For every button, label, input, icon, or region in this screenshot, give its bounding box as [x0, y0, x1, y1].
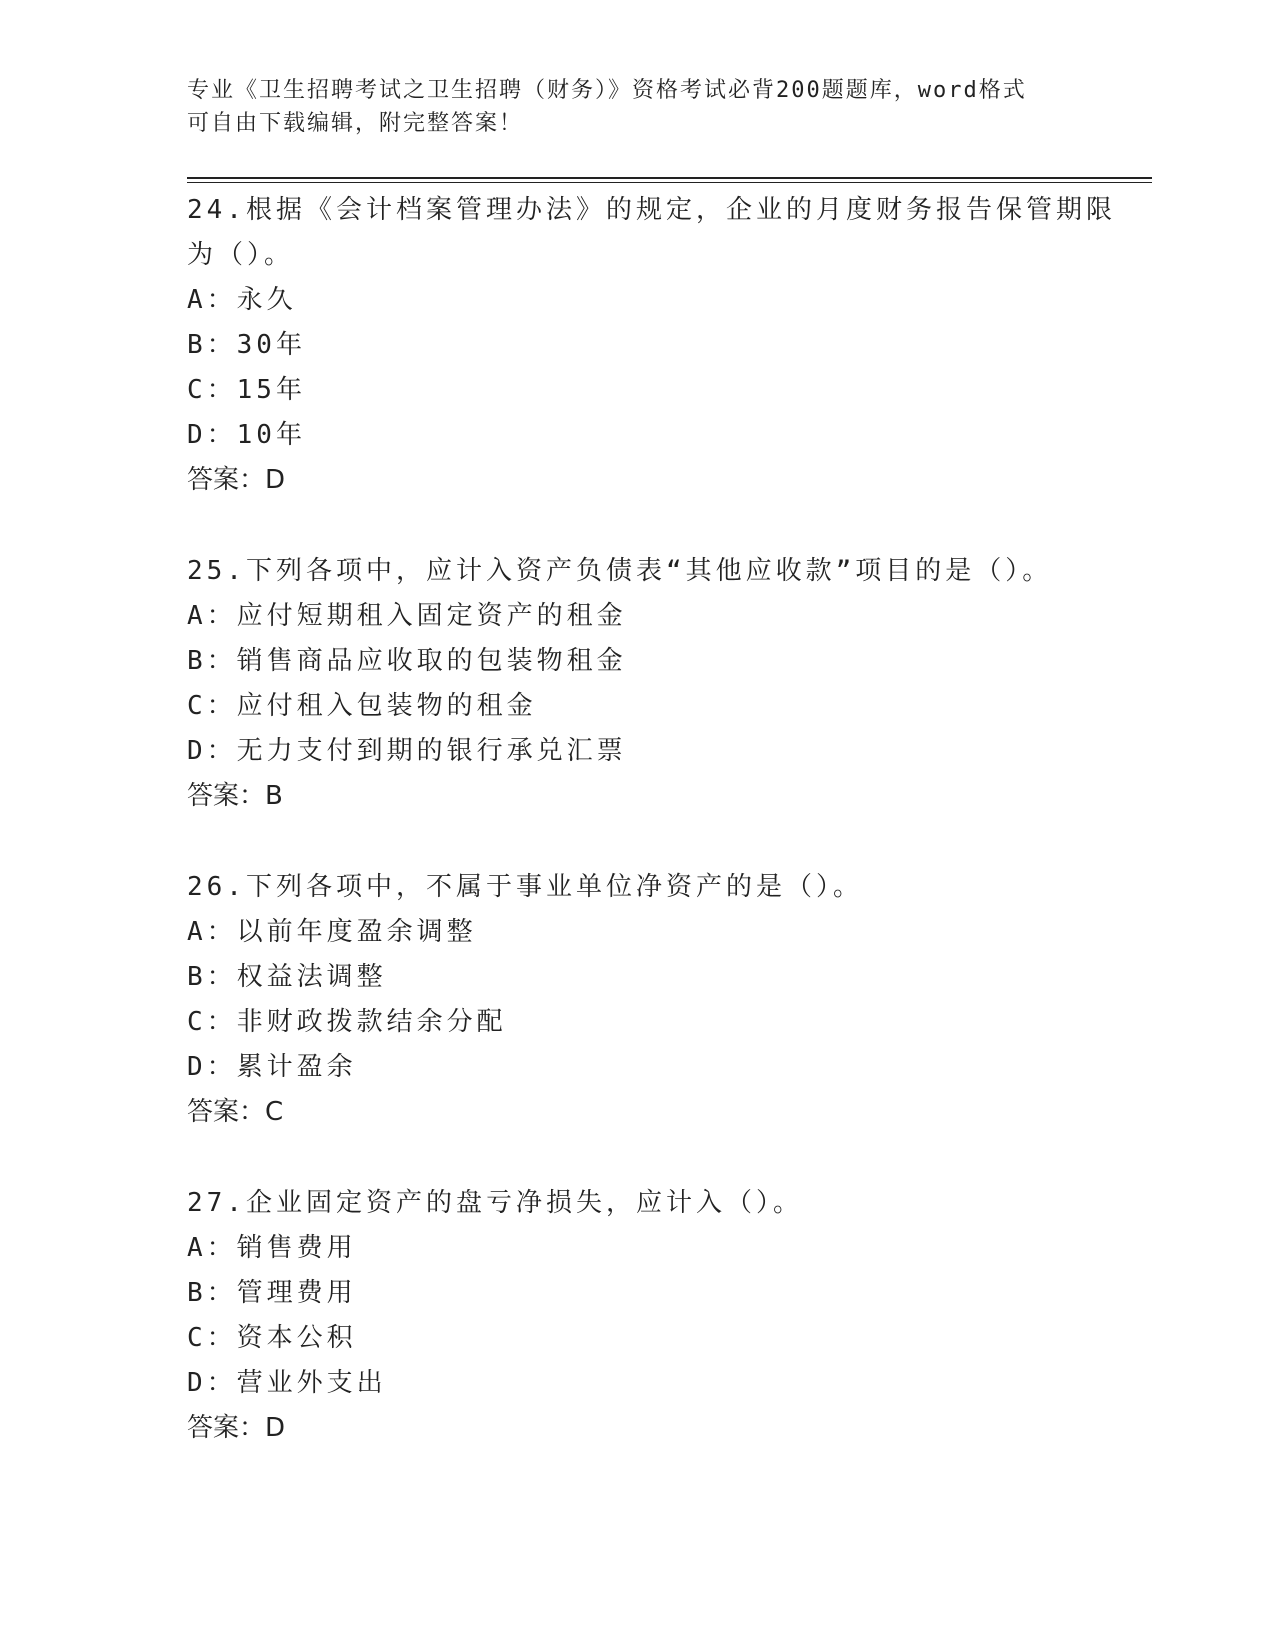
option-d: D：营业外支出: [187, 1368, 387, 1398]
question-stem: [187, 188, 1127, 278]
answer-line: 答案：C: [187, 1097, 284, 1127]
option-b: B：销售商品应收取的包装物租金: [187, 646, 627, 676]
option-b: B：管理费用: [187, 1278, 357, 1308]
question-item: [187, 549, 1127, 819]
answer-line: 答案：D: [187, 465, 286, 495]
option-a: A：销售费用: [187, 1233, 357, 1263]
answer-line: 答案：D: [187, 1413, 286, 1443]
option-a: A：永久: [187, 285, 297, 315]
option-a: A：应付短期租入固定资产的租金: [187, 601, 627, 631]
option-b: B：权益法调整: [187, 962, 387, 992]
question-stem-line: 25.下列各项中，应计入资产负债表“其他应收款”项目的是（）。: [187, 556, 1053, 586]
header-line-1: 专业《卫生招聘考试之卫生招聘（财务）》资格考试必背200题题库，word格式: [187, 78, 1027, 103]
option-a: A：以前年度盈余调整: [187, 917, 477, 947]
option-c: C：15年: [187, 375, 306, 405]
option-c: C：非财政拨款结余分配: [187, 1007, 507, 1037]
option-c: C：资本公积: [187, 1323, 357, 1353]
question-stem-line: 为（）。: [187, 240, 295, 270]
document-header: [187, 74, 1067, 140]
question-stem-line: 26.下列各项中，不属于事业单位净资产的是（）。: [187, 872, 863, 902]
question-stem-line: 24.根据《会计档案管理办法》的规定，企业的月度财务报告保管期限: [187, 195, 1116, 225]
option-d: D：10年: [187, 420, 306, 450]
header-line-2: 可自由下载编辑，附完整答案！: [187, 111, 524, 136]
question-item: [187, 188, 1127, 503]
question-stem-line: 27.企业固定资产的盘亏净损失，应计入（）。: [187, 1188, 803, 1218]
option-b: B：30年: [187, 330, 306, 360]
option-d: D：无力支付到期的银行承兑汇票: [187, 736, 627, 766]
answer-line: 答案：B: [187, 781, 283, 811]
question-stem: [187, 1181, 1127, 1226]
question-stem: [187, 865, 1127, 910]
question-item: [187, 865, 1127, 1135]
option-c: C：应付租入包装物的租金: [187, 691, 537, 721]
question-list: [187, 188, 1127, 1497]
header-divider-thin: [187, 182, 1152, 183]
question-stem: [187, 549, 1127, 594]
option-d: D：累计盈余: [187, 1052, 357, 1082]
header-divider-thick: [187, 177, 1152, 179]
question-item: [187, 1181, 1127, 1451]
